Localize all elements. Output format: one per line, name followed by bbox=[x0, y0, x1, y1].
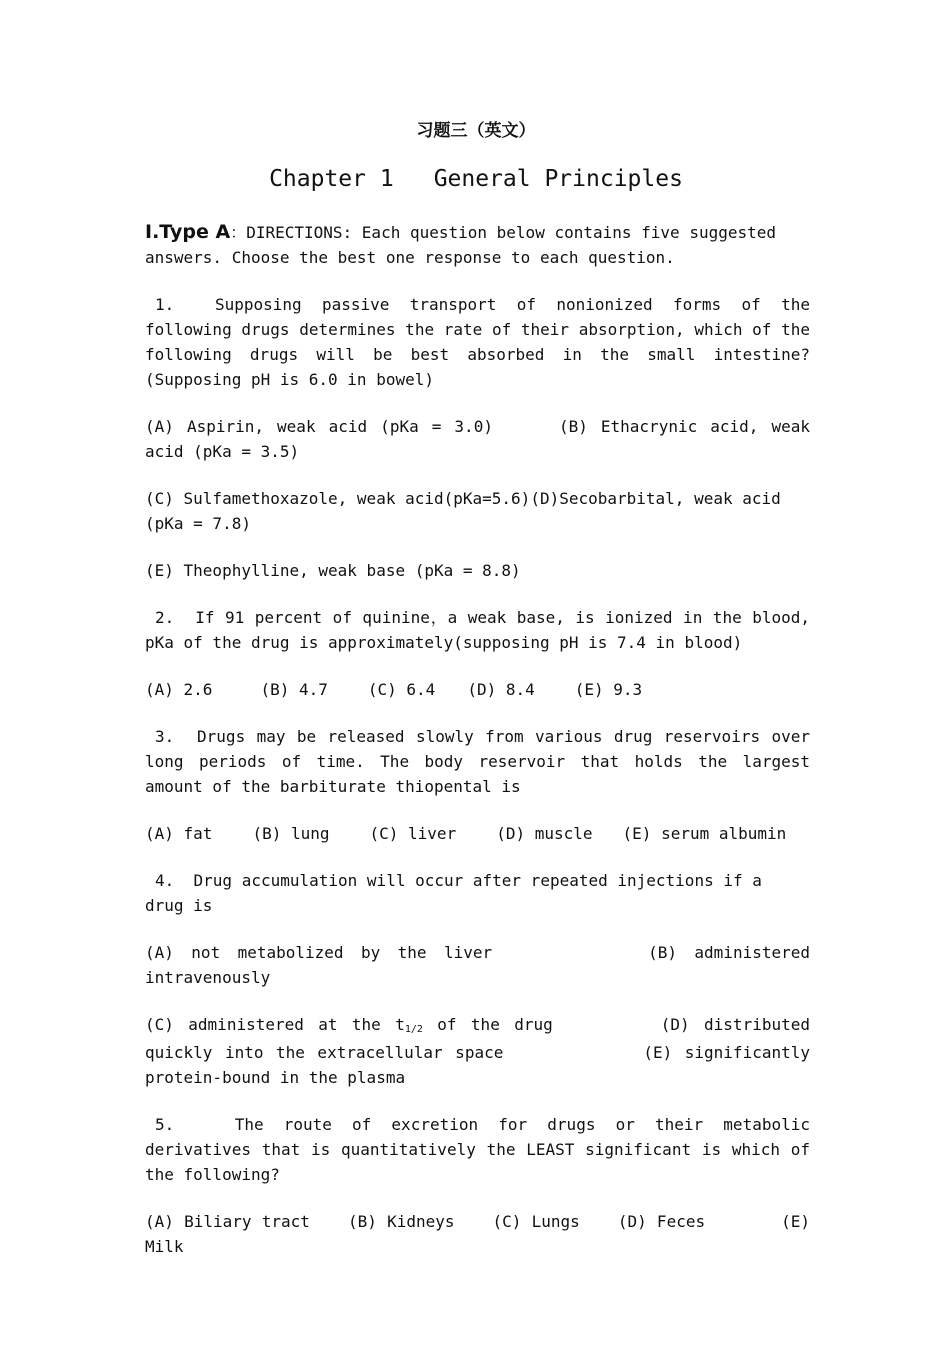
section-heading: I.Type A bbox=[145, 221, 231, 243]
question-number: 1. bbox=[155, 295, 175, 314]
question-2-options bbox=[145, 677, 810, 702]
option-b: (B) administered intravenously bbox=[145, 943, 811, 987]
option-a: (A) not metabolized by the liver bbox=[145, 943, 493, 962]
question-number: 4. bbox=[155, 871, 175, 890]
question-3-options bbox=[145, 821, 810, 846]
question-1-options-cd bbox=[145, 486, 810, 536]
option-e: (E) serum albumin bbox=[622, 824, 787, 843]
option-e: (E) Milk bbox=[145, 1212, 811, 1256]
question-4-options-ab bbox=[145, 940, 810, 990]
option-e: (E) significantly protein-bound in the plasma bbox=[145, 1043, 810, 1087]
section-directions: DIRECTIONS: Each question below contains five suggested answers. Choose the best one response to each question. bbox=[145, 223, 777, 267]
section-colon: ： bbox=[230, 223, 247, 242]
question-text: The route of excretion for drugs or their metabolic derivatives that is quantitatively the LEAST significant is which of the following? bbox=[145, 1115, 810, 1184]
question-5-options bbox=[145, 1209, 810, 1259]
section-intro bbox=[145, 220, 810, 270]
document-body bbox=[145, 220, 810, 1281]
option-e: (E) 9.3 bbox=[574, 680, 643, 699]
option-d: (D) distributed quickly into the extracellular space bbox=[145, 1015, 810, 1062]
question-text: If 91 percent of quinine，a weak base, is ionized in the blood, pKa of the drug is approximately(supposing pH is 7.4 in blood) bbox=[145, 608, 810, 652]
option-c: (C) Lungs bbox=[492, 1212, 580, 1231]
option-c: (C) Sulfamethoxazole, weak acid(pKa=5.6) bbox=[145, 489, 531, 508]
option-d: (D) muscle bbox=[496, 824, 593, 843]
option-c bbox=[145, 1015, 553, 1034]
chapter-heading bbox=[0, 166, 952, 192]
question-4-options-cde bbox=[145, 1012, 810, 1090]
option-b: (B) 4.7 bbox=[260, 680, 328, 699]
option-d: (D) 8.4 bbox=[467, 680, 535, 699]
option-c: (C) liver bbox=[369, 824, 457, 843]
question-1 bbox=[145, 292, 810, 392]
question-text: Supposing passive transport of nonionized forms of the following drugs determines the rate of their absorption, which of the following drugs will be best absorbed in the small intestine?(Supposing pH is 6.0 in bowel) bbox=[145, 295, 811, 389]
question-number: 3. bbox=[155, 727, 175, 746]
question-text: Drugs may be released slowly from various drug reservoirs over long periods of time. The body reservoir that holds the largest amount of the barbiturate thiopental is bbox=[145, 727, 811, 796]
question-1-option-e bbox=[145, 558, 810, 583]
question-2 bbox=[145, 605, 810, 655]
option-c-subscript: 1/2 bbox=[404, 1024, 423, 1035]
option-b: (B) Kidneys bbox=[347, 1212, 455, 1231]
option-a: (A) Biliary tract bbox=[145, 1212, 310, 1231]
question-number: 5. bbox=[155, 1115, 175, 1134]
question-1-options-ab bbox=[145, 414, 810, 464]
chapter-title: General Principles bbox=[433, 166, 683, 192]
option-c: (C) 6.4 bbox=[367, 680, 436, 699]
question-number: 2. bbox=[155, 608, 175, 627]
option-b: (B) lung bbox=[252, 824, 330, 843]
question-4 bbox=[145, 868, 810, 918]
question-text: Drug accumulation will occur after repeated injections if a drug is bbox=[145, 871, 762, 915]
option-c-text-end: of the drug bbox=[422, 1015, 553, 1034]
option-a: (A) 2.6 bbox=[145, 680, 213, 699]
option-a: (A) Aspirin, weak acid (pKa = 3.0) bbox=[145, 417, 493, 436]
option-d: (D)Secobarbital, weak acid (pKa = 7.8) bbox=[145, 489, 781, 533]
chapter-number: Chapter 1 bbox=[269, 166, 394, 192]
option-a: (A) fat bbox=[145, 824, 213, 843]
option-d: (D) Feces bbox=[617, 1212, 706, 1231]
option-b: (B) Ethacrynic acid, weak acid (pKa = 3.5) bbox=[145, 417, 810, 461]
document-title: 习题三（英文） bbox=[416, 121, 536, 141]
question-3 bbox=[145, 724, 810, 799]
option-c-text: (C) administered at the t bbox=[145, 1015, 405, 1034]
question-5 bbox=[145, 1112, 810, 1187]
option-e: (E) Theophylline, weak base (pKa = 8.8) bbox=[145, 561, 521, 580]
